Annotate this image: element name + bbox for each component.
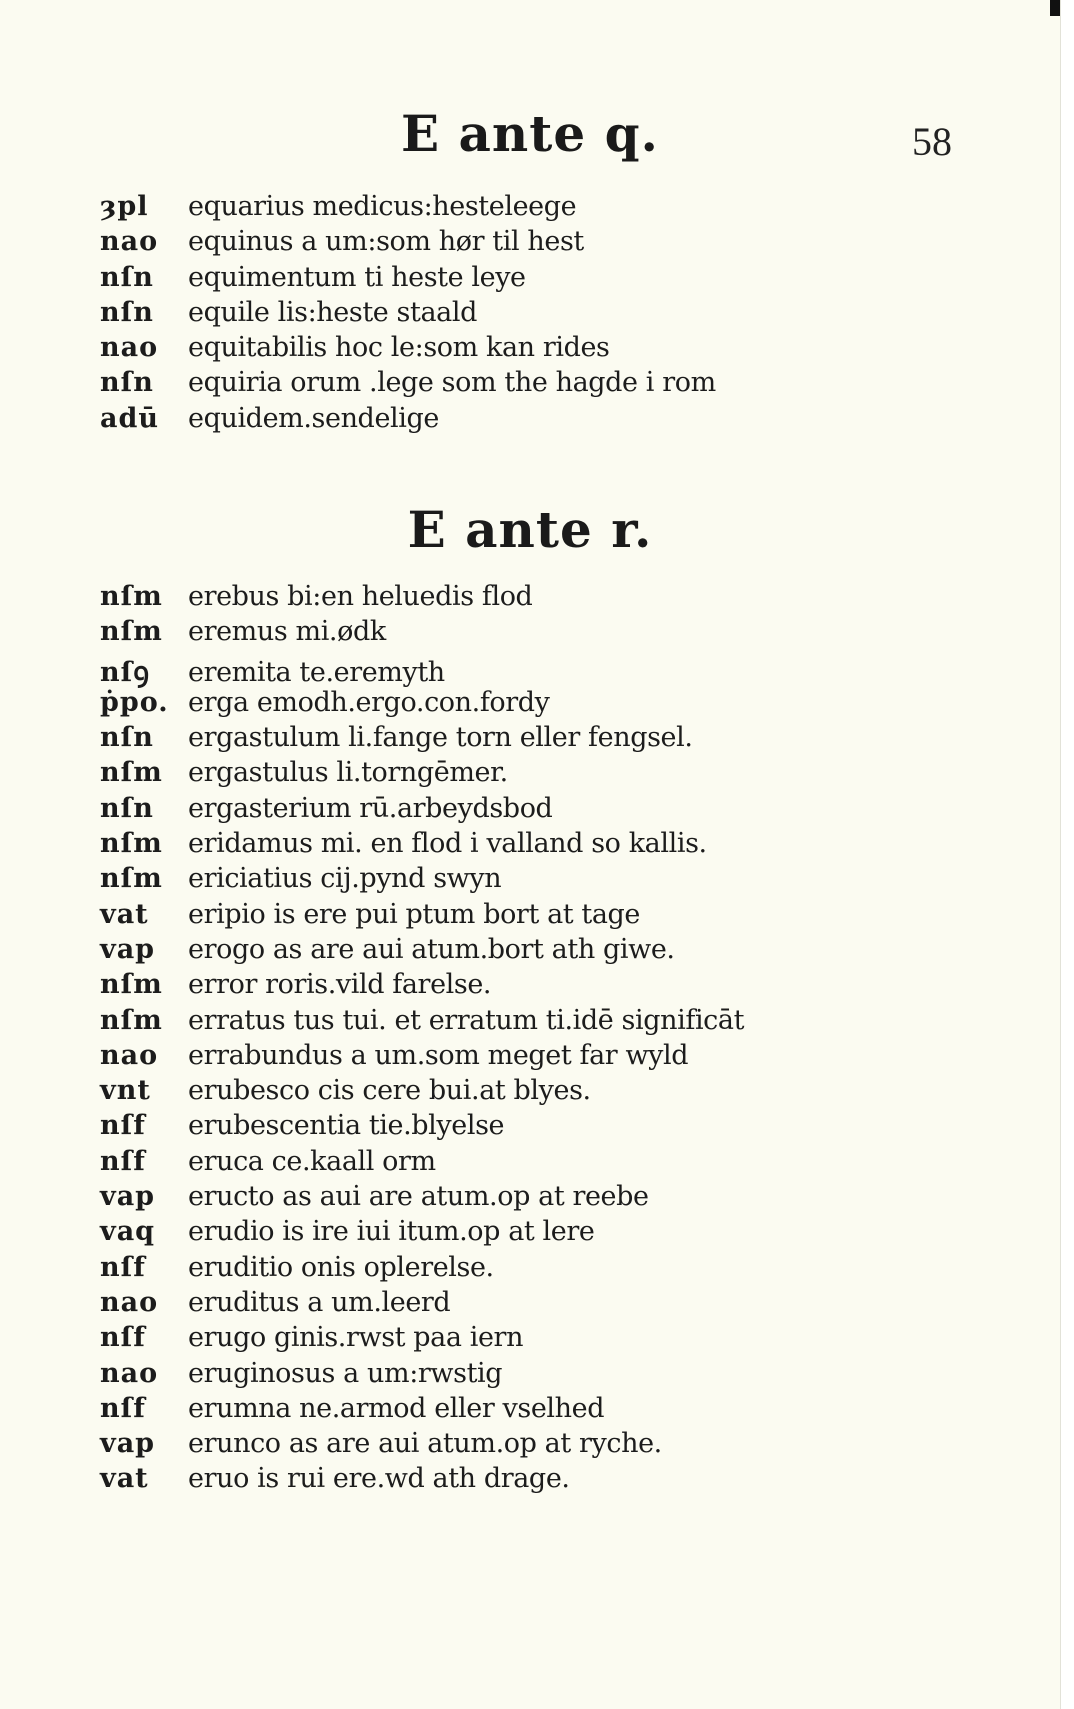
dictionary-entry bbox=[100, 1463, 840, 1498]
scan-corner-mark bbox=[1050, 0, 1060, 16]
dictionary-entry bbox=[100, 262, 840, 297]
entry-list-r bbox=[100, 581, 840, 1499]
entry-text: eructo as aui are atum.op at reebe bbox=[188, 1181, 649, 1213]
entry-text: erubesco cis cere bui.at blyes. bbox=[188, 1075, 591, 1107]
entry-text: error roris.vild farelse. bbox=[188, 969, 492, 1001]
entry-text: erratus tus tui. et erratum ti.idē significāt bbox=[188, 1004, 745, 1036]
grammar-code: nao bbox=[100, 332, 159, 364]
grammar-code: nſm bbox=[100, 1004, 163, 1036]
entry-text: erunco as are aui atum.op at ryche. bbox=[188, 1428, 662, 1460]
entry-text: errabundus a um.som meget far wyld bbox=[188, 1039, 689, 1071]
dictionary-entry bbox=[100, 367, 840, 402]
entry-text: equiria orum .lege som the hagde i rom bbox=[188, 367, 716, 399]
grammar-code: vat bbox=[100, 1463, 149, 1495]
entry-text: equarius medicus:hesteleege bbox=[188, 191, 577, 222]
entry-text: eruginosus a um:rwstig bbox=[188, 1357, 503, 1389]
dictionary-entry bbox=[100, 616, 840, 651]
entry-text: erudio is ire iui itum.op at lere bbox=[188, 1216, 595, 1248]
entry-text: erumna ne.armod eller vselhed bbox=[188, 1392, 605, 1424]
entry-text: erogo as are aui atum.bort ath giwe. bbox=[188, 933, 675, 965]
dictionary-entry bbox=[100, 1322, 840, 1357]
grammar-code: nſf bbox=[100, 1110, 146, 1142]
page-number: 58 bbox=[912, 119, 952, 164]
dictionary-entry bbox=[100, 191, 840, 226]
entry-text: equinus a um:som hør til hest bbox=[188, 226, 584, 258]
dictionary-entry bbox=[100, 1040, 840, 1075]
grammar-code: vat bbox=[100, 898, 149, 930]
grammar-code: nſm bbox=[100, 581, 163, 612]
entry-text: eripio is ere pui ptum bort at tage bbox=[188, 898, 641, 930]
grammar-code: nſf bbox=[100, 1392, 146, 1424]
dictionary-entry bbox=[100, 722, 840, 757]
entry-text: eremita te.eremyth bbox=[188, 656, 445, 688]
grammar-code: nſm bbox=[100, 969, 163, 1001]
dictionary-entry bbox=[100, 652, 840, 687]
entry-text: ergastulus li.torngēmer. bbox=[188, 757, 508, 789]
entry-text: ergasterium rū.arbeydsbod bbox=[188, 792, 553, 824]
grammar-code: vnt bbox=[100, 1075, 151, 1107]
section-heading-q: E ante q. bbox=[401, 104, 659, 163]
grammar-code: nſn bbox=[100, 792, 154, 824]
dictionary-entry bbox=[100, 1252, 840, 1287]
grammar-code: nſn bbox=[100, 722, 154, 754]
entry-text: erubescentia tie.blyelse bbox=[188, 1110, 505, 1142]
grammar-code: ṗpo. bbox=[100, 686, 169, 718]
dictionary-entry bbox=[100, 581, 840, 616]
entry-text: eruditus a um.leerd bbox=[188, 1286, 451, 1318]
grammar-code: nſf bbox=[100, 1322, 146, 1354]
grammar-code: ȝpl bbox=[100, 191, 149, 222]
dictionary-entry bbox=[100, 1005, 840, 1040]
grammar-code: nſf bbox=[100, 1145, 146, 1177]
dictionary-entry bbox=[100, 899, 840, 934]
entry-text: equitabilis hoc le:som kan rides bbox=[188, 332, 610, 364]
dictionary-entry bbox=[100, 1216, 840, 1251]
entry-text: eremus mi.ødk bbox=[188, 616, 386, 648]
dictionary-entry bbox=[100, 687, 840, 722]
grammar-code: adū bbox=[100, 402, 160, 434]
entry-list-q bbox=[100, 191, 840, 438]
grammar-code: nao bbox=[100, 226, 159, 258]
grammar-code: vap bbox=[100, 1181, 156, 1213]
grammar-code: nſm bbox=[100, 757, 163, 789]
dictionary-entry bbox=[100, 828, 840, 863]
dictionary-entry bbox=[100, 863, 840, 898]
entry-text: equidem.sendelige bbox=[188, 402, 439, 434]
dictionary-entry bbox=[100, 793, 840, 828]
dictionary-entry bbox=[100, 1146, 840, 1181]
dictionary-entry bbox=[100, 1181, 840, 1216]
section-heading-r: E ante r. bbox=[407, 500, 653, 559]
dictionary-entry bbox=[100, 1393, 840, 1428]
grammar-code: nſm bbox=[100, 828, 163, 860]
entry-text: erebus bi:en heluedis flod bbox=[188, 581, 533, 612]
grammar-code: vaq bbox=[100, 1216, 156, 1248]
grammar-code: nao bbox=[100, 1357, 159, 1389]
dictionary-entry bbox=[100, 403, 840, 438]
grammar-code: nſn bbox=[100, 296, 154, 328]
entry-text: equimentum ti heste leye bbox=[188, 261, 526, 293]
entry-text: ergastulum li.fange torn eller fengsel. bbox=[188, 722, 693, 754]
dictionary-entry bbox=[100, 1110, 840, 1145]
grammar-code: nſn bbox=[100, 261, 154, 293]
dictionary-entry bbox=[100, 226, 840, 261]
entry-text: erugo ginis.rwst paa iern bbox=[188, 1322, 524, 1354]
entry-text: eruca ce.kaall orm bbox=[188, 1145, 436, 1177]
dictionary-entry bbox=[100, 1075, 840, 1110]
dictionary-entry bbox=[100, 1358, 840, 1393]
dictionary-entry bbox=[100, 1287, 840, 1322]
dictionary-entry bbox=[100, 934, 840, 969]
entry-text: equile lis:heste staald bbox=[188, 296, 477, 328]
grammar-code: vap bbox=[100, 1428, 156, 1460]
dictionary-entry bbox=[100, 969, 840, 1004]
page-header bbox=[0, 104, 1060, 163]
entry-text: ericiatius cij.pynd swyn bbox=[188, 863, 502, 895]
grammar-code: nao bbox=[100, 1039, 159, 1071]
grammar-code: nſf bbox=[100, 1251, 146, 1283]
dictionary-entry bbox=[100, 757, 840, 792]
grammar-code: nſn bbox=[100, 367, 154, 399]
dictionary-entry bbox=[100, 297, 840, 332]
dictionary-entry bbox=[100, 1428, 840, 1463]
grammar-code: nſm bbox=[100, 616, 163, 648]
entry-text: eruditio onis oplerelse. bbox=[188, 1251, 494, 1283]
entry-text: eridamus mi. en flod i valland so kallis. bbox=[188, 828, 707, 860]
grammar-code: vap bbox=[100, 933, 156, 965]
grammar-code: nao bbox=[100, 1286, 159, 1318]
section-header-r bbox=[0, 500, 1060, 559]
dictionary-entry bbox=[100, 332, 840, 367]
entry-text: erga emodh.ergo.con.fordy bbox=[188, 686, 550, 718]
entry-text: eruo is rui ere.wd ath drage. bbox=[188, 1463, 570, 1495]
grammar-code: nſm bbox=[100, 863, 163, 895]
grammar-code: nſꝯ bbox=[100, 656, 151, 688]
